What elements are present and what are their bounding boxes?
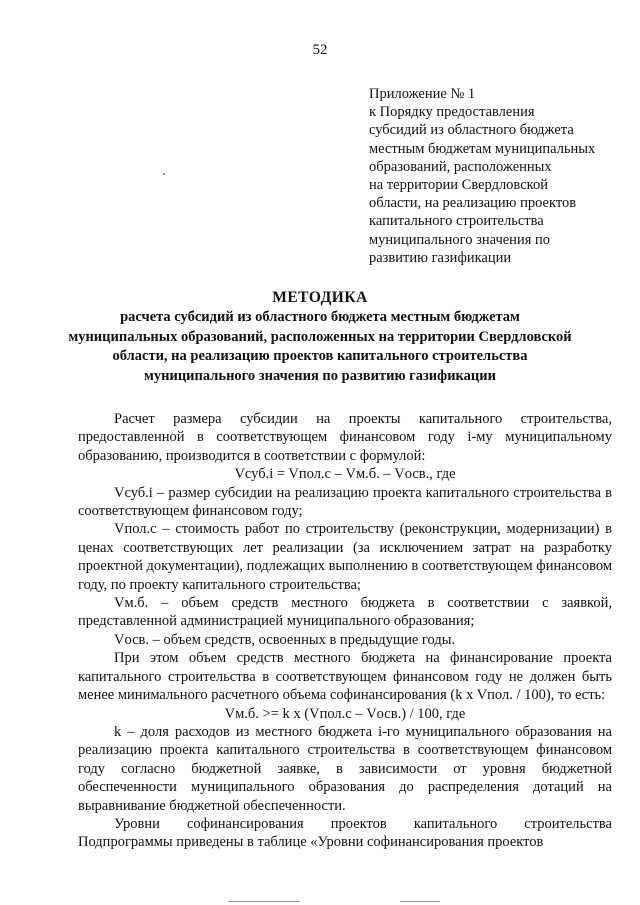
appendix-line: муниципального значения по — [369, 231, 551, 248]
appendix-line: местным бюджетам муниципальных — [369, 140, 596, 157]
appendix-line: на территории Свердловской — [369, 177, 548, 194]
appendix-line: субсидий из областного бюджета — [369, 122, 574, 139]
scan-speck — [163, 173, 165, 175]
definition-vpol: Vпол.с – стоимость работ по строительству (реконструкции, модернизации) в ценах соответствующих лет реализации (за исключением затрат на разработку проектной документации), подлежащих выполнению в соответствующем финансовом году, по проекту капитального строительства; — [78, 521, 612, 593]
title-line: расчета субсидий из областного бюджета местным бюджетам — [120, 309, 520, 325]
definition-vmb: Vм.б. – объем средств местного бюджета в соответствии с заявкой, представленной администрацией муниципального образования; — [78, 595, 612, 630]
document-title — [20, 288, 620, 386]
title-heading: МЕТОДИКА — [272, 289, 368, 306]
title-line: области, на реализацию проектов капитального строительства — [112, 348, 528, 364]
formula-subsidy: Vсуб.i = Vпол.с – Vм.б. – Vосв., где — [234, 466, 456, 483]
definition-vosv: Vосв. – объем средств, освоенных в предыдущие годы. — [114, 631, 456, 648]
title-subtitle — [20, 308, 620, 386]
definition-k: k – доля расходов из местного бюджета i-го муниципального образования на реализацию проекта капитального строительства в соответствующем финансовом году согласно бюджетной заявке, в зависимости от уровня бюджетной обеспеченности муниципального образования до распределения дотаций на выравнивание бюджетной обеспеченности. — [78, 723, 612, 814]
appendix-line: Приложение № 1 — [369, 86, 476, 102]
appendix-line: развитию газификации — [369, 249, 512, 266]
appendix-line: области, на реализацию проектов — [369, 195, 577, 212]
scan-edge-mark — [400, 901, 440, 902]
formula-local-budget: Vм.б. >= k x (Vпол.с – Vосв.) / 100, где — [224, 705, 466, 722]
scan-edge-mark — [228, 901, 300, 902]
title-line: муниципального значения по развитию газификации — [143, 367, 496, 384]
title-line: муниципальных образований, расположенных на территории Свердловской — [68, 328, 572, 345]
paragraph-intro: Расчет размера субсидии на проекты капитального строительства, предоставленной в соответствующем финансовом году i-му муниципальному образованию, производится в соответствии с формулой: — [78, 411, 612, 464]
appendix-line: образований, расположенных — [369, 158, 552, 175]
appendix-header — [369, 85, 631, 267]
definition-vsub: Vсуб.i – размер субсидии на реализацию проекта капитального строительства в соответствующем финансовом году; — [78, 484, 612, 520]
appendix-line: капитального строительства — [369, 213, 544, 230]
paragraph-levels: Уровни софинансирования проектов капитального строительства Подпрограммы приведены в таблице «Уровни софинансирования проектов — [78, 815, 612, 851]
paragraph-cofinancing: При этом объем средств местного бюджета на финансирование проекта капитального строительства в соответствующем финансовом году не должен быть менее минимального расчетного объема софинансирования (k x Vпол. / 100), то есть: — [78, 650, 612, 704]
appendix-line: к Порядку предоставления — [369, 104, 535, 121]
page-number: 52 — [312, 42, 328, 58]
document-body — [78, 410, 612, 852]
